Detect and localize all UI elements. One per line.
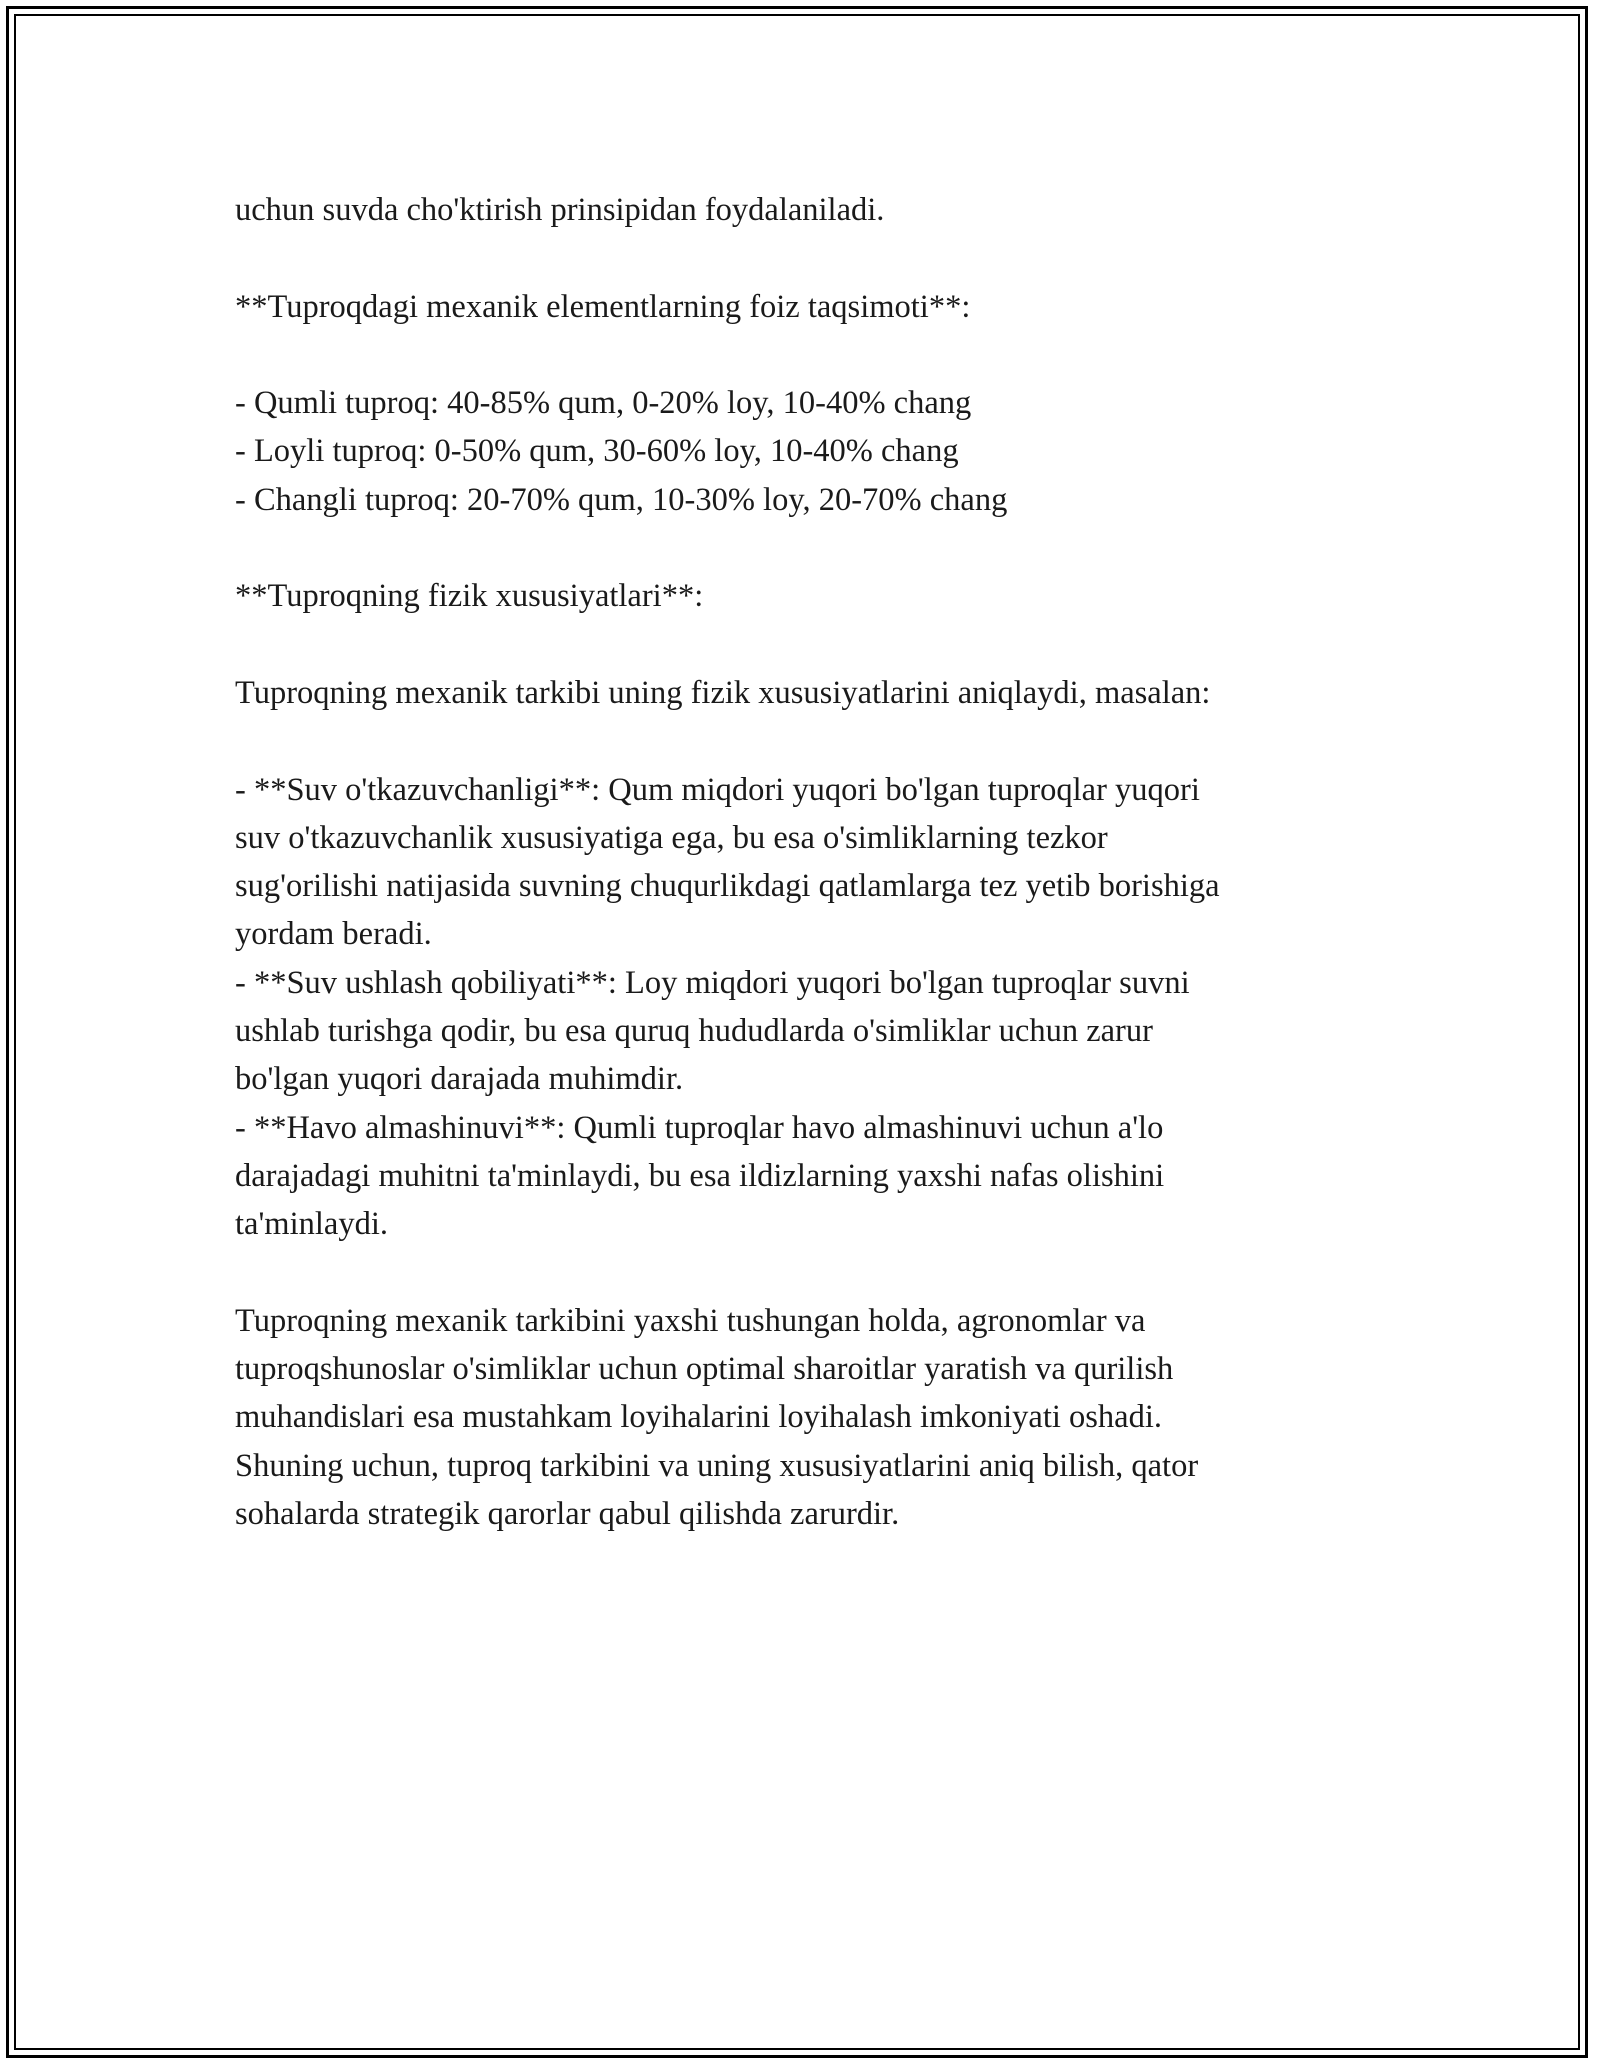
property-line: - **Suv ushlash qobiliyati**: Loy miqdori yuqori bo'lgan tuproqlar suvni — [235, 964, 1190, 1001]
spacer — [235, 524, 1370, 572]
property-line: bo'lgan yuqori darajada muhimdir. — [235, 1061, 684, 1098]
distribution-item-clay: - Loyli tuproq: 0-50% qum, 30-60% loy, 10-40% chang — [235, 433, 959, 470]
conclusion-line: Shuning uchun, tuproq tarkibini va uning xususiyatlarini aniq bilish, qator — [235, 1447, 1199, 1484]
conclusion-line: Tuproqning mexanik tarkibini yaxshi tushungan holda, agronomlar va — [235, 1302, 1146, 1339]
physical-intro: Tuproqning mexanik tarkibi uning fizik xususiyatlarini aniqlaydi, masalan: — [235, 674, 1211, 711]
property-line: ta'minlaydi. — [235, 1206, 388, 1243]
spacer — [235, 234, 1370, 282]
intro-line: uchun suvda cho'ktirish prinsipidan foydalaniladi. — [235, 192, 885, 228]
conclusion-line: sohalarda strategik qarorlar qabul qilishda zarurdir. — [235, 1496, 900, 1533]
property-line: - **Suv o'tkazuvchanligi**: Qum miqdori yuqori bo'lgan tuproqlar yuqori — [235, 771, 1200, 808]
spacer — [235, 331, 1370, 379]
distribution-item-silty: - Changli tuproq: 20-70% qum, 10-30% loy, 20-70% chang — [235, 481, 1008, 518]
conclusion-line: tuproqshunoslar o'simliklar uchun optimal sharoitlar yaratish va qurilish — [235, 1351, 1174, 1388]
distribution-item-sandy: - Qumli tuproq: 40-85% qum, 0-20% loy, 10-40% chang — [235, 385, 972, 422]
property-line: darajadagi muhitni ta'minlaydi, bu esa ildizlarning yaxshi nafas olishini — [235, 1157, 1165, 1194]
spacer — [235, 1249, 1370, 1297]
property-line: - **Havo almashinuvi**: Qumli tuproqlar havo almashinuvi uchun a'lo — [235, 1109, 1164, 1146]
property-line: ushlab turishga qodir, bu esa quruq hududlarda o'simliklar uchun zarur — [235, 1013, 1153, 1050]
conclusion-line: muhandislari esa mustahkam loyihalarini loyihalash imkoniyati oshadi. — [235, 1399, 1162, 1436]
document-body — [235, 186, 1370, 1538]
spacer — [235, 717, 1370, 765]
distribution-heading: **Tuproqdagi mexanik elementlarning foiz taqsimoti**: — [235, 288, 971, 325]
physical-heading: **Tuproqning fizik xususiyatlari**: — [235, 578, 704, 615]
property-line: yordam beradi. — [235, 916, 432, 953]
property-line: suv o'tkazuvchanlik xususiyatiga ega, bu esa o'simliklarning tezkor — [235, 819, 1108, 856]
property-line: sug'orilishi natijasida suvning chuqurlikdagi qatlamlarga tez yetib borishiga — [235, 868, 1220, 905]
spacer — [235, 621, 1370, 669]
